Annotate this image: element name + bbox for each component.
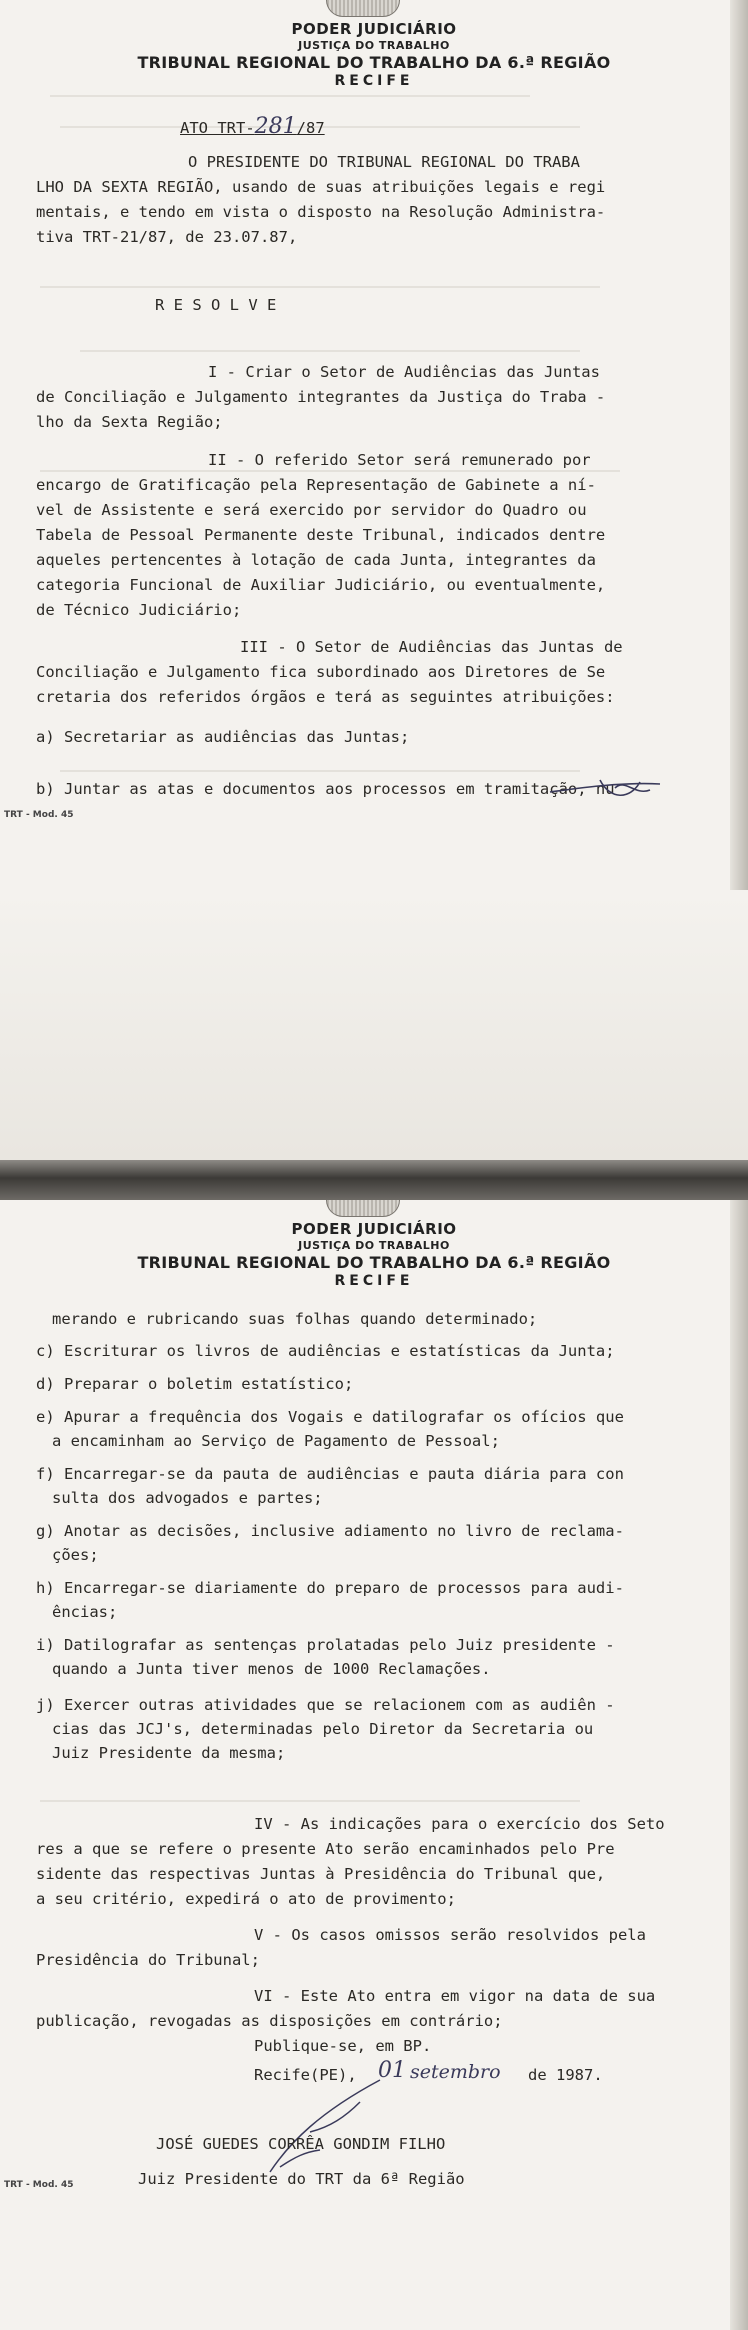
- letterhead: [0, 1220, 748, 1289]
- resolve-heading: R E S O L V E: [155, 296, 277, 314]
- text-line: cretaria dos referidos órgãos e terá as seguintes atribuições:: [36, 688, 615, 706]
- text-line: res a que se refere o presente Ato serão encaminhados pelo Pre: [36, 1840, 615, 1858]
- text-line: I - Criar o Setor de Audiências das Juntas: [208, 363, 600, 381]
- text-line: III - O Setor de Audiências das Juntas de: [240, 638, 623, 656]
- act-suffix: /87: [296, 119, 325, 137]
- signatory-name: JOSÉ GUEDES CORRÊA GONDIM FILHO: [156, 2135, 446, 2153]
- date-year: de 1987.: [528, 2066, 603, 2084]
- text-line: cias das JCJ's, determinadas pelo Diretor da Secretaria ou: [52, 1720, 594, 1738]
- coat-of-arms-seal: [326, 0, 400, 17]
- letterhead-line-3: TRIBUNAL REGIONAL DO TRABALHO DA 6.ª REGIÃO: [137, 53, 611, 72]
- page-bottom-margin: [0, 890, 748, 1160]
- list-item-e: e) Apurar a frequência dos Vogais e datilografar os ofícios que: [36, 1408, 624, 1426]
- text-line: tiva TRT-21/87, de 23.07.87,: [36, 228, 298, 246]
- text-line: aqueles pertencentes à lotação de cada Junta, integrantes da: [36, 551, 596, 569]
- text-line: Conciliação e Julgamento fica subordinado aos Diretores de Se: [36, 663, 606, 681]
- letterhead: [0, 20, 748, 89]
- text-line: de Conciliação e Julgamento integrantes da Justiça do Traba -: [36, 388, 606, 406]
- signatory-title: Juiz Presidente do TRT da 6ª Região: [138, 2170, 465, 2188]
- form-code: TRT - Mod. 45: [4, 2180, 74, 2190]
- text-line: sidente das respectivas Juntas à Presidência do Tribunal que,: [36, 1865, 606, 1883]
- text-line: IV - As indicações para o exercício dos Seto: [254, 1815, 665, 1833]
- list-item-h: h) Encarregar-se diariamente do preparo de processos para audi-: [36, 1579, 624, 1597]
- coat-of-arms-seal: [326, 1200, 400, 1217]
- bleed-through-line: [40, 1800, 580, 1802]
- letterhead-line-1: PODER JUDICIÁRIO: [291, 1220, 457, 1238]
- text-line: vel de Assistente e será exercido por servidor do Quadro ou: [36, 501, 587, 519]
- text-line: Tabela de Pessoal Permanente deste Tribunal, indicados dentre: [36, 526, 606, 544]
- text-line: categoria Funcional de Auxiliar Judiciário, ou eventualmente,: [36, 576, 606, 594]
- text-line: VI - Este Ato entra em vigor na data de sua: [254, 1987, 656, 2005]
- text-line: de Técnico Judiciário;: [36, 601, 242, 619]
- list-item-d: d) Preparar o boletim estatístico;: [36, 1375, 354, 1393]
- act-prefix: ATO TRT-: [180, 119, 255, 137]
- text-line: publicação, revogadas as disposições em contrário;: [36, 2012, 503, 2030]
- text-line: II - O referido Setor será remunerado por: [208, 451, 591, 469]
- text-line: Juiz Presidente da mesma;: [52, 1744, 286, 1762]
- letterhead-line-2: JUSTIÇA DO TRABALHO: [298, 39, 450, 52]
- text-line: O PRESIDENTE DO TRIBUNAL REGIONAL DO TRABA: [188, 153, 580, 171]
- text-line: V - Os casos omissos serão resolvidos pela: [254, 1926, 646, 1944]
- list-item-g: g) Anotar as decisões, inclusive adiamento no livro de reclama-: [36, 1522, 624, 1540]
- handwritten-month: setembro: [410, 2061, 501, 2083]
- handwritten-day: 01: [378, 2058, 406, 2083]
- page-binding-edge: [730, 1200, 748, 2330]
- act-number-handwritten: 281: [254, 114, 297, 139]
- list-item-i: i) Datilografar as sentenças prolatadas pelo Juiz presidente -: [36, 1636, 615, 1654]
- document-page-1: [0, 0, 748, 1160]
- list-item-c: c) Escriturar os livros de audiências e estatísticas da Junta;: [36, 1342, 615, 1360]
- list-item-j: j) Exercer outras atividades que se relacionem com as audiên -: [36, 1696, 615, 1714]
- text-line: mentais, e tendo em vista o disposto na Resolução Administra-: [36, 203, 606, 221]
- text-line: LHO DA SEXTA REGIÃO, usando de suas atribuições legais e regi: [36, 178, 606, 196]
- publication-order: Publique-se, em BP.: [254, 2037, 432, 2055]
- bleed-through-line: [40, 470, 620, 472]
- letterhead-line-4: RECIFE: [334, 1273, 414, 1289]
- text-line: ências;: [52, 1603, 118, 1621]
- text-line: Presidência do Tribunal;: [36, 1951, 260, 1969]
- text-line: a encaminham ao Serviço de Pagamento de Pessoal;: [52, 1432, 500, 1450]
- bleed-through-line: [60, 770, 580, 772]
- text-line: sulta dos advogados e partes;: [52, 1489, 323, 1507]
- list-item-a: a) Secretariar as audiências das Juntas;: [36, 728, 410, 746]
- act-number-line: [180, 114, 325, 139]
- letterhead-line-3: TRIBUNAL REGIONAL DO TRABALHO DA 6.ª REGIÃO: [137, 1253, 611, 1272]
- bleed-through-line: [50, 95, 530, 97]
- text-line: merando e rubricando suas folhas quando determinado;: [52, 1310, 538, 1328]
- list-item-b: b) Juntar as atas e documentos aos processos em tramitação, nu: [36, 780, 615, 798]
- scan-page-gap: [0, 1160, 748, 1200]
- letterhead-line-4: RECIFE: [334, 73, 414, 89]
- text-line: encargo de Gratificação pela Representação de Gabinete a ní-: [36, 476, 596, 494]
- text-line: lho da Sexta Região;: [36, 413, 223, 431]
- paraph-scribble: [540, 770, 740, 810]
- text-line: ções;: [52, 1546, 99, 1564]
- signature: [250, 2072, 400, 2182]
- form-code: TRT - Mod. 45: [4, 810, 74, 820]
- letterhead-line-1: PODER JUDICIÁRIO: [291, 20, 457, 38]
- text-line: quando a Junta tiver menos de 1000 Reclamações.: [52, 1660, 491, 1678]
- bleed-through-line: [80, 350, 580, 352]
- document-page-2: [0, 1200, 748, 2330]
- bleed-through-line: [40, 286, 600, 288]
- date-place: Recife(PE),: [254, 2066, 357, 2084]
- list-item-f: f) Encarregar-se da pauta de audiências e pauta diária para con: [36, 1465, 624, 1483]
- letterhead-line-2: JUSTIÇA DO TRABALHO: [298, 1239, 450, 1252]
- text-line: a seu critério, expedirá o ato de provimento;: [36, 1890, 456, 1908]
